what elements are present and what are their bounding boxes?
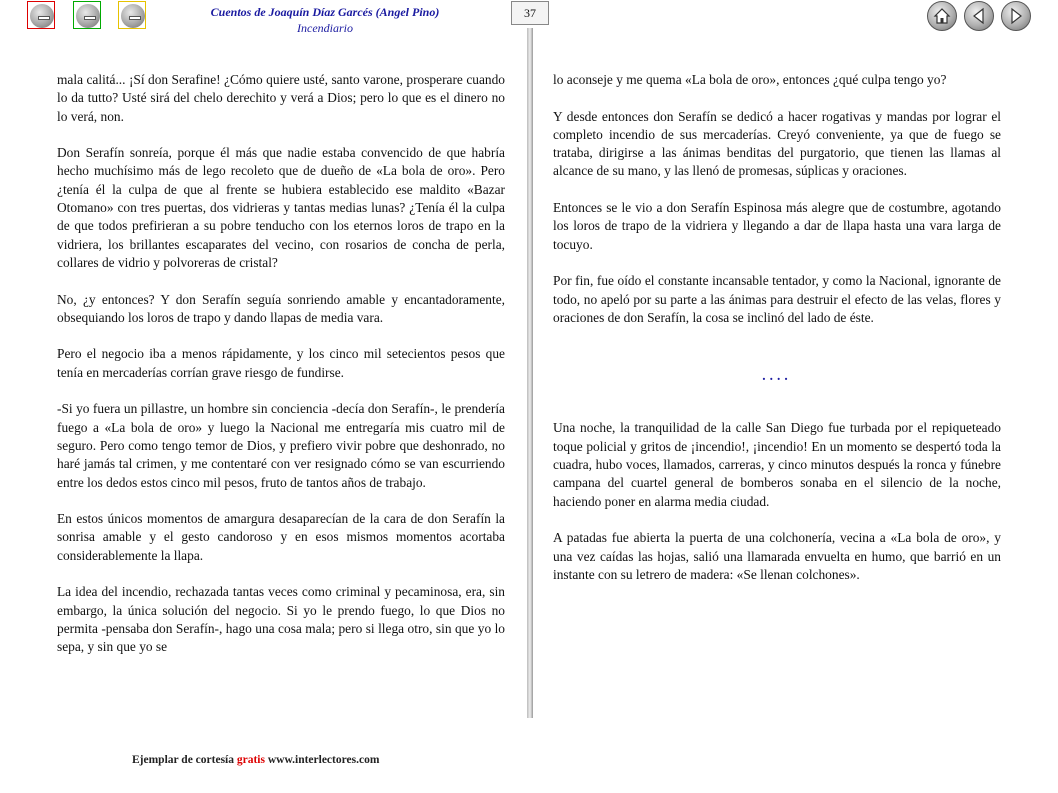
minus-icon <box>121 4 145 28</box>
paragraph: Don Serafín sonreía, porque él más que nadie estaba convencido de que habría hecho muchísimo más de lego recoleto que de dueño de «La bola de oro». Pero ¿tenía él la culpa de que al frente se hubiera establecido ese maldito «Bazar Otomano» con tres puertas, dos vidrieras y tantas medias lunas? ¿Tenía él la culpa de que todos prefirieran a su pobre tenducho con los eternos loros de trapo en la vidriera, los brillantes escaparates del vecino, con rosarios de concha de perla, collares de vidrio y polvoreras de cristal? <box>57 145 505 270</box>
story-title: Incendiario <box>297 21 353 35</box>
page-divider <box>527 28 533 718</box>
minimize-button-green[interactable] <box>73 1 101 29</box>
paragraph: En estos únicos momentos de amargura desaparecían de la cara de don Serafín la sonrisa amable y el gesto candoroso y en esos mismos momentos acortaba considerablemente la llapa. <box>57 511 505 563</box>
book-title: Cuentos de Joaquín Díaz Garcés (Angel Pino) <box>210 5 440 19</box>
paragraph: -Si yo fuera un pillastre, un hombre sin conciencia -decía don Serafín-, le prendería fuego a «La bola de oro» y luego la Nacional me entregaría mis cuatro mil de seguro. Pero como tengo temor de Dios, y prefiero vivir pobre que deshonrado, no haré jamás tal crimen, y me contentaré con ver resignado cómo se van escurriendo entre los dedos estos cinco mil pesos, fruto de tantos años de trabajo. <box>57 401 505 490</box>
arrow-left-icon <box>970 7 988 25</box>
next-page-button[interactable] <box>1001 1 1031 31</box>
previous-page-button[interactable] <box>964 1 994 31</box>
minimize-button-red[interactable] <box>27 1 55 29</box>
paragraph: Entonces se le vio a don Serafín Espinosa más alegre que de costumbre, agotando los loros de trapo de la vidriera y llegando a dar de llapa hasta una vara larga de tocuyo. <box>553 200 1001 252</box>
paragraph: Una noche, la tranquilidad de la calle San Diego fue turbada por el repiqueteado toque policial y gritos de ¡incendio!, ¡incendio! En un momento se despertó toda la cuadra, hubo voces, llamados, carreras, y cinco minutos después la ronca y fúnebre campana del cuartel general de bomberos sonaba en el silencio de la noche, haciendo poner en alarma media ciudad. <box>553 420 1001 509</box>
paragraph: Por fin, fue oído el constante incansable tentador, y como la Nacional, ignorante de todo, no apeló por su parte a las ánimas para destruir el efecto de las velas, flores y oraciones de don Serafín, la cosa se inclinó del lado de éste. <box>553 273 1001 325</box>
paragraph: La idea del incendio, rechazada tantas veces como criminal y pecaminosa, era, sin embargo, la única solución del negocio. Si yo le prendo fuego, lo que Dios no permita -pensaba don Serafín-, hago una cosa mala; pero si llega otro, sin que yo lo sepa, y sin que yo se <box>57 584 505 655</box>
paragraph: A patadas fue abierta la puerta de una colchonería, vecina a «La bola de oro», y una vez caídas las hojas, salió una llamarada envuelta en humo, que barrió en un instante con su letrero de madera: «Se llenan colchones». <box>553 530 1001 582</box>
paragraph: Pero el negocio iba a menos rápidamente, y los cinco mil setecientos pesos que tenía en mercaderías corrían grave riesgo de fundirse. <box>57 346 505 380</box>
section-separator: .... <box>762 368 792 384</box>
minimize-button-yellow[interactable] <box>118 1 146 29</box>
footer <box>132 754 379 766</box>
home-icon <box>933 7 951 25</box>
footer-prefix: Ejemplar de cortesía <box>132 754 234 766</box>
arrow-right-icon <box>1007 7 1025 25</box>
paragraph: lo aconseje y me quema «La bola de oro», entonces ¿qué culpa tengo yo? <box>553 72 947 87</box>
paragraph: mala calitá... ¡Sí don Serafine! ¿Cómo quiere usté, santo varone, prosperare cuando lo da tutto? Usté sirá del chelo derechito y verá a Dios; pero lo que es el dinero no lo verá, non. <box>57 72 505 124</box>
page-number: 37 <box>511 1 549 25</box>
minus-icon <box>30 4 54 28</box>
minus-icon <box>76 4 100 28</box>
home-button[interactable] <box>927 1 957 31</box>
right-page-text <box>553 71 1001 602</box>
paragraph: Y desde entonces don Serafín se dedicó a hacer rogativas y mandas por lograr el completo incendio de sus mercaderías. Creyó conveniente, ya que de fuego se trataba, dirigirse a las ánimas benditas del purgatorio, que tienen las llamas al alcance de su mano, y las llenó de promesas, súplicas y oraciones. <box>553 108 1001 179</box>
paragraph: No, ¿y entonces? Y don Serafín seguía sonriendo amable y encantadoramente, obsequiando los loros de trapo y dando llapas de media vara. <box>57 291 505 325</box>
footer-site-link[interactable]: www.interlectores.com <box>267 754 380 766</box>
footer-highlight: gratis <box>236 754 265 766</box>
left-page-text <box>57 71 505 675</box>
